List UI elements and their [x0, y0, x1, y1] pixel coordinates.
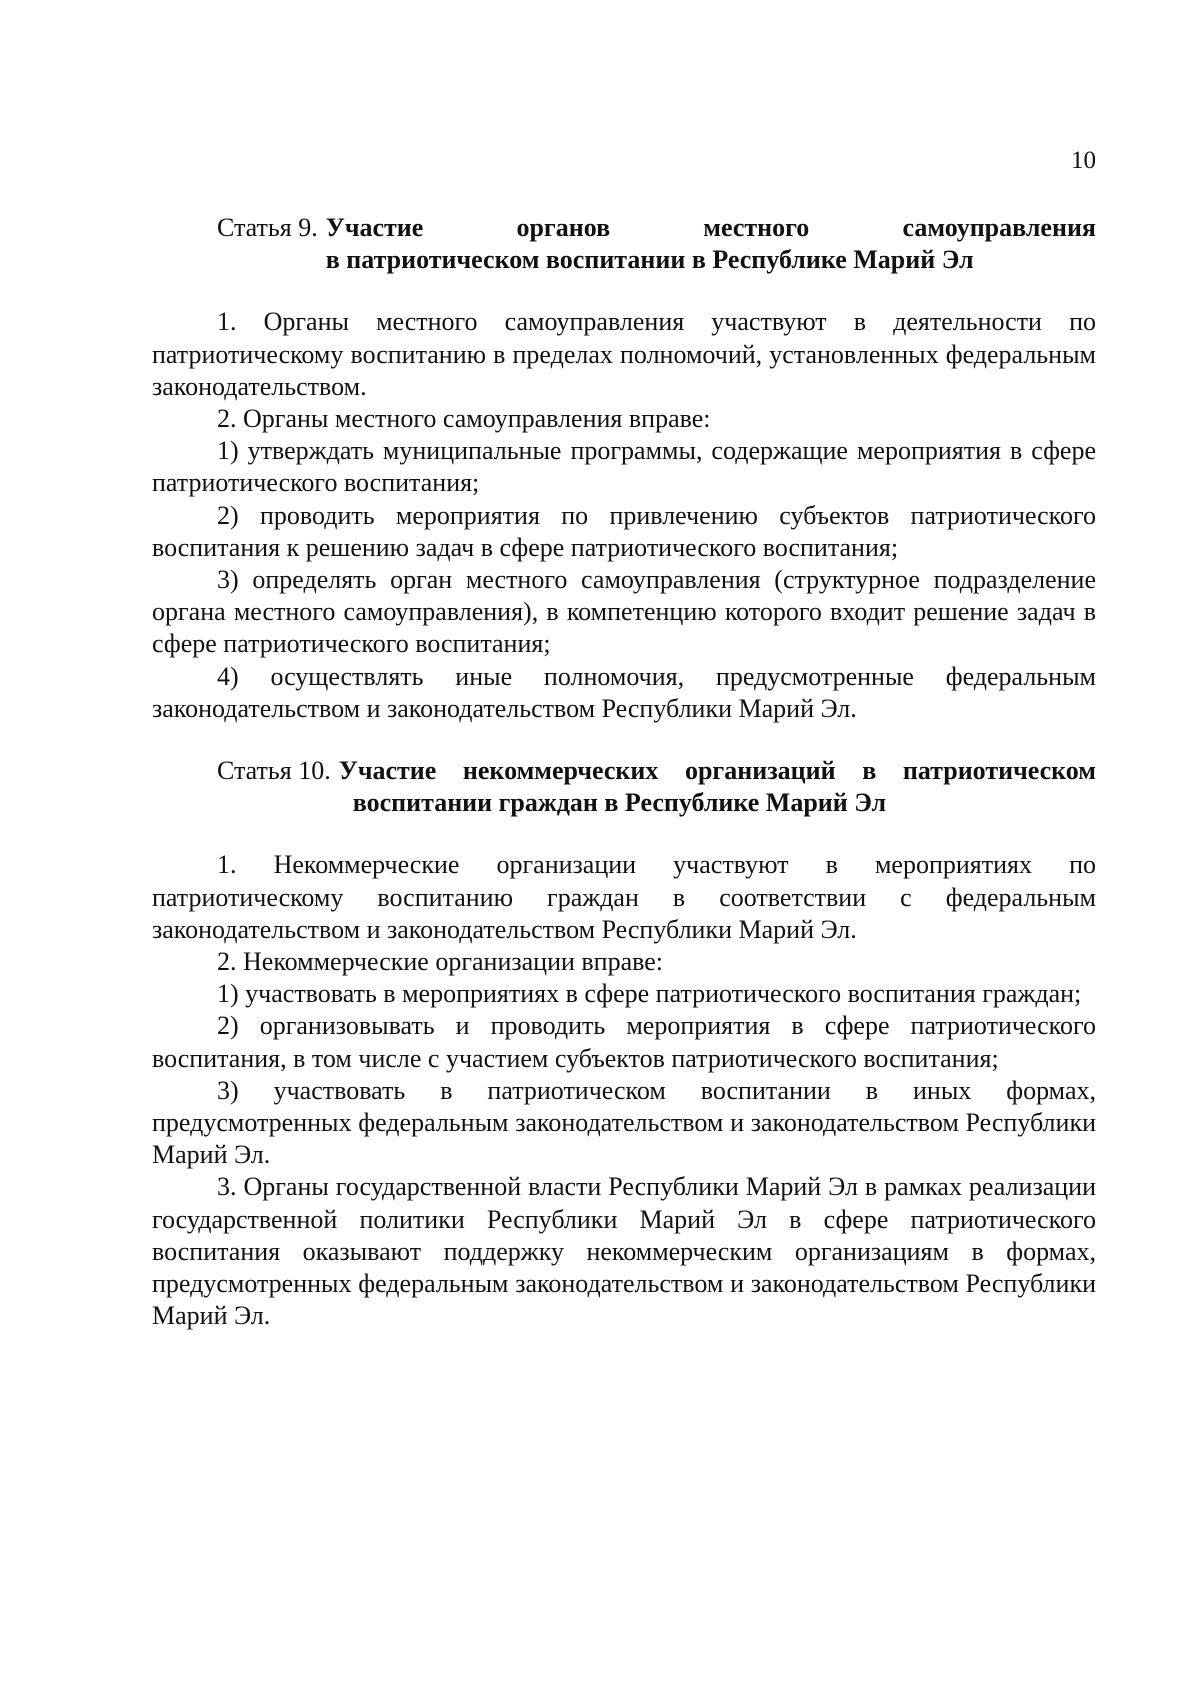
article-9-paragraph-5: 3) определять орган местного самоуправления (структурное подразделение органа местного самоуправления), в компетенцию которого входит решение задач в сфере патриотического воспитания;	[152, 565, 1096, 659]
article-9-paragraph-4: 2) проводить мероприятия по привлечению субъектов патриотического воспитания к решению задач в сфере патриотического воспитания;	[152, 500, 1096, 562]
article-9-paragraph-6: 4) осуществлять иные полномочия, предусмотренные федеральным законодательством и законодательством Республики Марий Эл.	[152, 661, 1096, 723]
article-10-title-line-2: воспитании граждан в Республике Марий Эл	[352, 788, 887, 818]
article-9-paragraph-2: 2. Органы местного самоуправления вправе:	[217, 404, 711, 434]
article-9-body	[152, 306, 1096, 725]
article-10-paragraph-6: 3. Органы государственной власти Республики Марий Эл в рамках реализации государственной политики Республики Марий Эл в сфере патриотического воспитания оказывают поддержку некоммерческим организациям в формах, предусмотренных федеральным законодательством и законодательством Республики Марий Эл.	[152, 1172, 1096, 1331]
article-9-title-line-1: Участие органов местного самоуправления	[325, 213, 1096, 242]
article-10-paragraph-2: 2. Некоммерческие организации вправе:	[217, 947, 664, 977]
article-9-title	[326, 212, 1096, 276]
article-9-title-line-2: в патриотическом воспитании в Республике Марий Эл	[325, 245, 974, 275]
page-number: 10	[1071, 147, 1096, 174]
article-10-heading	[217, 755, 1096, 819]
article-9-label: Статья 9.	[217, 213, 318, 242]
article-10-paragraph-1: 1. Некоммерческие организации участвуют в мероприятиях по патриотическому воспитанию граждан в соответствии с федеральным законодательством и законодательством Республики Марий Эл.	[152, 850, 1096, 944]
article-10-label: Статья 10.	[217, 756, 331, 786]
article-10-paragraph-3: 1) участвовать в мероприятиях в сфере патриотического воспитания граждан;	[217, 979, 1082, 1009]
article-10-paragraph-5: 3) участвовать в патриотическом воспитании в иных формах, предусмотренных федеральным законодательством и законодательством Республики Марий Эл.	[152, 1075, 1096, 1170]
article-10-body	[152, 849, 1096, 1332]
article-10-title	[339, 755, 1096, 819]
article-10-title-line-1: Участие некоммерческих организаций в патриотическом	[338, 756, 1096, 786]
article-9-heading	[217, 212, 1096, 276]
article-9-paragraph-1: 1. Органы местного самоуправления участвуют в деятельности по патриотическому воспитанию в пределах полномочий, установленных федеральным законодательством.	[152, 307, 1096, 401]
document-body	[152, 212, 1096, 1333]
article-10-paragraph-4: 2) организовывать и проводить мероприятия в сфере патриотического воспитания, в том числе с участием субъектов патриотического воспитания;	[152, 1011, 1096, 1073]
article-9-paragraph-3: 1) утверждать муниципальные программы, содержащие мероприятия в сфере патриотического воспитания;	[152, 436, 1096, 498]
